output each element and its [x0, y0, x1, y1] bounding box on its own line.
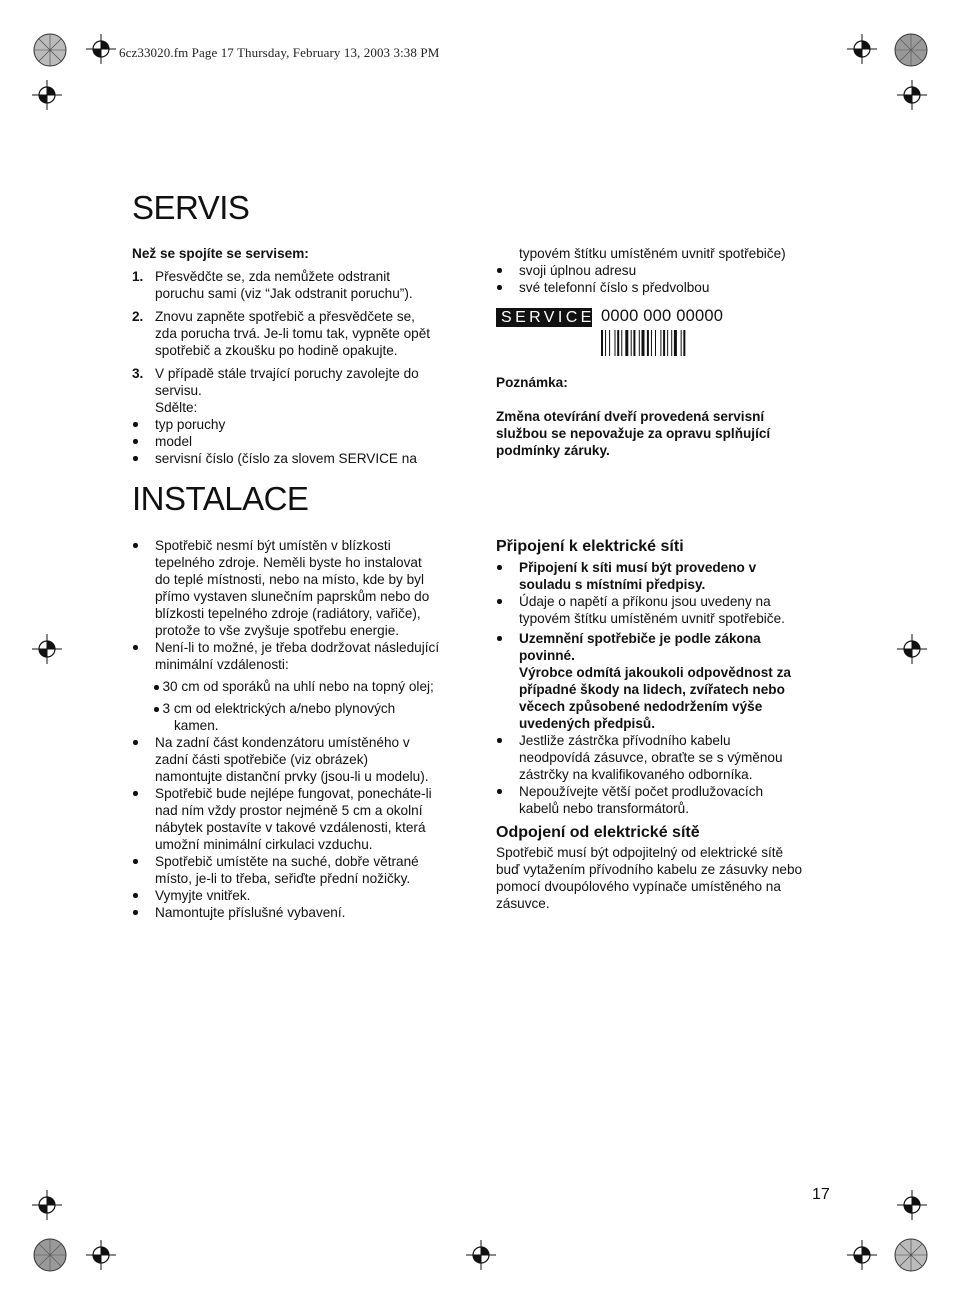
list-item: Namontujte příslušné vybavení.: [132, 904, 477, 921]
service-number: 0000 000 00000: [601, 307, 724, 325]
step-line: spotřebič a zkoušku po hodině opakujte.: [155, 343, 398, 358]
text-line: minimální vzdálenosti:: [155, 657, 289, 672]
section-title-connection: Připojení k elektrické síti: [496, 538, 684, 555]
text-line: Uzemnění spotřebiče je podle zákona: [519, 631, 761, 646]
text-line: nábytek postavíte v takové vzdálenosti, která: [155, 820, 426, 835]
registration-mark-icon: [891, 1235, 931, 1275]
step-number: 3.: [132, 366, 144, 381]
crosshair-mark-icon: [86, 1240, 116, 1270]
list-item: [132, 537, 477, 639]
list-item: [132, 734, 477, 785]
note-line: Změna otevírání dveří provedená servisní: [496, 409, 765, 424]
list-item: [496, 783, 841, 817]
text-line: 3 cm od elektrických a/nebo plynových: [162, 701, 396, 716]
text-line: případné škody na lidech, zvířatech nebo: [519, 682, 785, 697]
text-line: pomocí dvoupólového vypínače umístěného na: [496, 879, 781, 894]
text-line: zadní části spotřebiče (viz obrázek): [155, 752, 369, 767]
sub-list-item: [132, 678, 477, 695]
crosshair-mark-icon: [897, 80, 927, 110]
servis-intro: Než se spojíte se servisem:: [132, 246, 309, 261]
page-number: 17: [812, 1186, 830, 1203]
list-item: servisní číslo (číslo za slovem SERVICE na: [132, 450, 472, 467]
text-line: namontujte distanční prvky (jsou-li u modelu).: [155, 769, 429, 784]
servis-right-column: [496, 245, 836, 296]
list-item: model: [132, 433, 472, 450]
text-line: místo, je-li to třeba, seřiďte přední nožičky.: [155, 871, 411, 886]
text-line: Spotřebič nesmí být umístěn v blízkosti: [155, 538, 391, 553]
step-line: zda porucha trvá. Je-li tomu tak, vypněte opět: [155, 326, 431, 341]
list-item: svoji úplnou adresu: [496, 262, 836, 279]
text-line: Připojení k síti musí být provedeno v: [519, 560, 757, 575]
text-line: zástrčky na kvalifikovaného odborníka.: [519, 767, 753, 782]
text-line: buď vytažením přívodního kabelu ze zásuvky nebo: [496, 862, 803, 877]
service-label-badge: SERVICE: [496, 308, 592, 327]
step-line: servisu.: [155, 383, 202, 398]
text-line: do teplé místnosti, nebo na místo, kde by byl: [155, 572, 425, 587]
text-line: Spotřebič bude nejlépe fungovat, ponecháte-li: [155, 786, 432, 801]
text-line: Spotřebič umístěte na suché, dobře větrané: [155, 854, 419, 869]
text-line: nad ním vždy prostor nejméně 5 cm a okolní: [155, 803, 423, 818]
servis-step-1: [132, 268, 472, 302]
list-item: [132, 639, 477, 673]
barcode-icon: [601, 330, 716, 356]
text-line: zásuvce.: [496, 896, 550, 911]
list-item: [132, 785, 477, 853]
text-line: typovém štítku umístěném uvnitř spotřebiče.: [519, 611, 785, 626]
list-item: [496, 593, 841, 627]
step-line: Přesvědčte se, zda nemůžete odstranit: [155, 269, 390, 284]
print-header: 6cz33020.fm Page 17 Thursday, February 13, 2003 3:38 PM: [119, 45, 440, 60]
registration-mark-icon: [891, 30, 931, 70]
text-line: Není-li to možné, je třeba dodržovat následující: [155, 640, 440, 655]
text-line: Nepoužívejte větší počet prodlužovacích: [519, 784, 764, 799]
list-item: [496, 630, 841, 732]
crosshair-mark-icon: [86, 34, 116, 64]
step-line: poruchu sami (viz “Jak odstranit poruchu”).: [155, 286, 413, 301]
list-item: [496, 559, 841, 593]
text-line: protože to vše zvyšuje spotřebu energie.: [155, 623, 400, 638]
text-line: Jestliže zástrčka přívodního kabelu: [519, 733, 731, 748]
instalace-right-column: [496, 537, 841, 912]
text-line: tepelného zdroje. Neměli byste ho instalovat: [155, 555, 422, 570]
sub-list-item: [132, 700, 477, 734]
text-line: věcech způsobené nedodržením výše: [519, 699, 763, 714]
step-number: 2.: [132, 309, 144, 324]
list-item: své telefonní číslo s předvolbou: [496, 279, 836, 296]
text-line: neodpovídá zásuvce, obraťte se s výměnou: [519, 750, 783, 765]
note-line: službou se nepovažuje za opravu splňující: [496, 426, 771, 441]
step-line: Znovu zapněte spotřebič a přesvědčete se,: [155, 309, 415, 324]
list-item: typ poruchy: [132, 416, 472, 433]
note-line: podmínky záruky.: [496, 443, 610, 458]
section-title-disconnection: Odpojení od elektrické sítě: [496, 824, 700, 841]
crosshair-mark-icon: [466, 1240, 496, 1270]
text-line: Spotřebič musí být odpojitelný od elektrické sítě: [496, 845, 784, 860]
servis-continuation: typovém štítku umístěném uvnitř spotřebiče): [519, 246, 786, 261]
step-number: 1.: [132, 269, 144, 284]
list-item: [132, 853, 477, 887]
servis-heading: SERVIS: [132, 189, 250, 226]
text-line: umožní minimální cirkulaci vzduchu.: [155, 837, 373, 852]
registration-mark-icon: [30, 1235, 70, 1275]
text-line: uvedených předpisů.: [519, 716, 655, 731]
text-line: blízkosti tepelného zdroje (radiátory, vařiče),: [155, 606, 421, 621]
text-line: Na zadní část kondenzátoru umístěného v: [155, 735, 410, 750]
registration-mark-icon: [30, 30, 70, 70]
servis-left-column: [132, 245, 472, 467]
crosshair-mark-icon: [897, 634, 927, 664]
instalace-heading: INSTALACE: [132, 480, 309, 517]
text-line: kabelů nebo transformátorů.: [519, 801, 690, 816]
servis-step-2: [132, 308, 472, 359]
crosshair-mark-icon: [847, 1240, 877, 1270]
servis-tell-label: Sdělte:: [155, 400, 198, 415]
crosshair-mark-icon: [897, 1190, 927, 1220]
text-line: 30 cm od sporáků na uhlí nebo na topný olej;: [162, 679, 434, 694]
text-line: povinné.: [519, 648, 575, 663]
crosshair-mark-icon: [32, 1190, 62, 1220]
step-line: V případě stále trvající poruchy zavolejte do: [155, 366, 419, 381]
note-label: Poznámka:: [496, 375, 568, 390]
servis-step-3: [132, 365, 472, 399]
text-line: Údaje o napětí a příkonu jsou uvedeny na: [519, 594, 771, 609]
crosshair-mark-icon: [32, 634, 62, 664]
crosshair-mark-icon: [847, 34, 877, 64]
instalace-left-column: [132, 537, 477, 921]
list-item: Vymyjte vnitřek.: [132, 887, 477, 904]
text-line: Výrobce odmítá jakoukoli odpovědnost za: [519, 665, 791, 680]
text-line: přímo vystaven slunečním paprskům nebo do: [155, 589, 430, 604]
crosshair-mark-icon: [32, 80, 62, 110]
text-line: kamen.: [174, 718, 219, 733]
list-item: [496, 732, 841, 783]
text-line: souladu s místními předpisy.: [519, 577, 706, 592]
servis-note: [496, 374, 836, 459]
